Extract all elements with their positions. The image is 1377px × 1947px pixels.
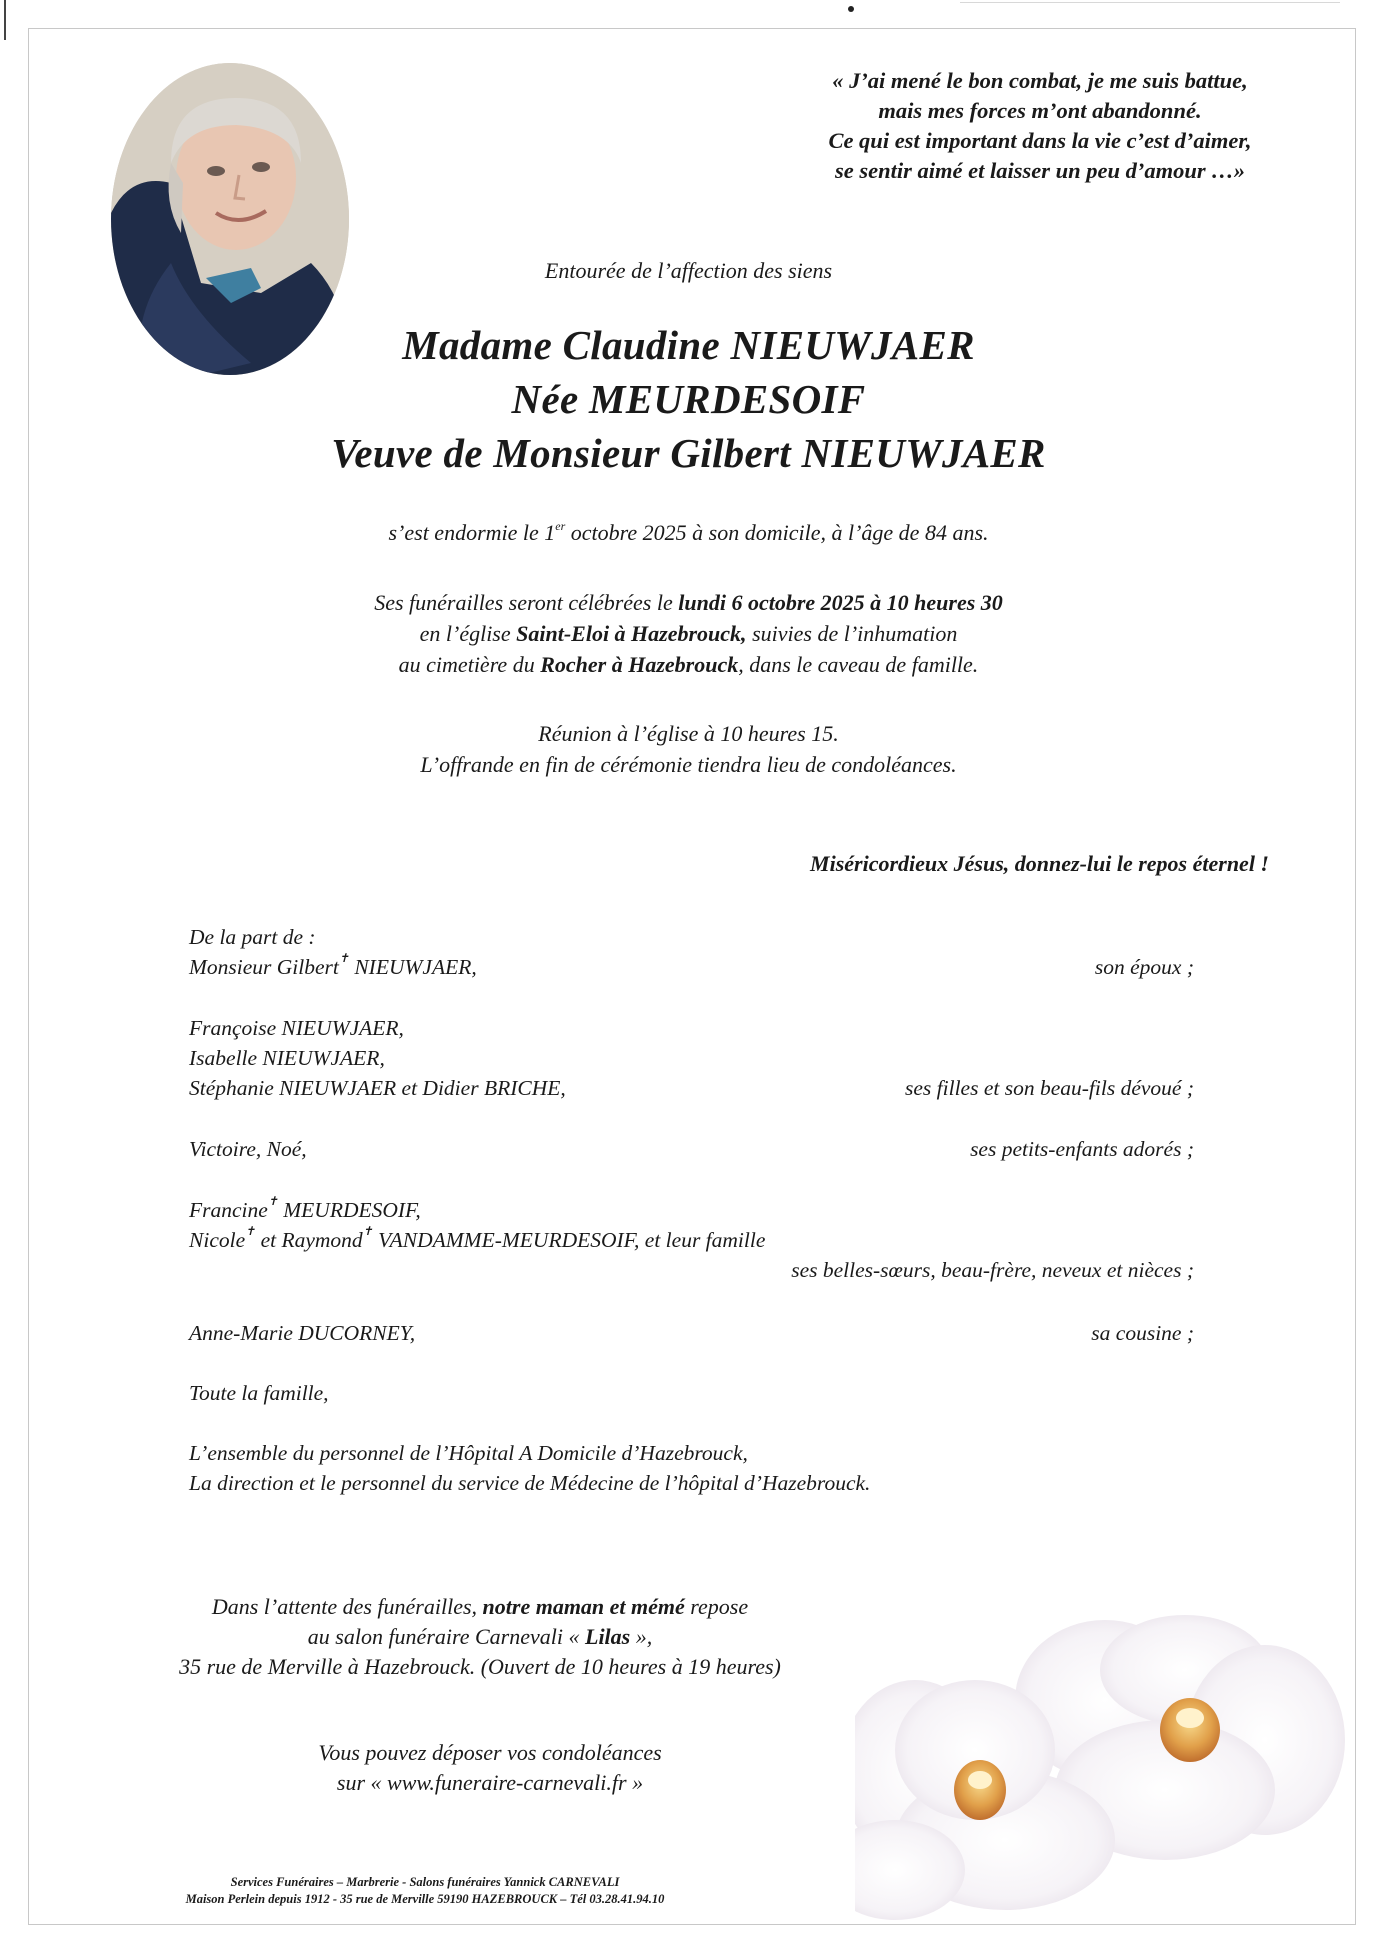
church-name: Saint-Eloi à Hazebrouck, xyxy=(516,621,747,646)
family-name: Victoire, Noé, xyxy=(189,1137,307,1161)
family-row xyxy=(189,1225,1194,1255)
prayer: Miséricordieux Jésus, donnez-lui le repos éternel ! xyxy=(810,851,1269,876)
family-name: NIEUWJAER, xyxy=(348,955,477,979)
quote-line: « J’ai mené le bon combat, je me suis battue, xyxy=(832,68,1248,93)
footer-company: Services Funéraires – Marbrerie - Salons funéraires Yannick CARNEVALI xyxy=(230,1875,620,1889)
family-group-cousin xyxy=(189,1318,1194,1348)
family-relation: ses belles-sœurs, beau-frère, neveux et nièces ; xyxy=(791,1258,1194,1282)
cross-icon: ✝ xyxy=(267,1194,278,1208)
offering-line: L’offrande en fin de cérémonie tiendra lieu de condoléances. xyxy=(420,752,957,777)
family-row xyxy=(189,952,1194,982)
family-name: L’ensemble du personnel de l’Hôpital A Domicile d’Hazebrouck, xyxy=(189,1441,748,1465)
death-notice xyxy=(0,520,1377,546)
epigraph-quote xyxy=(720,66,1360,186)
maiden-name: Née MEURDESOIF xyxy=(511,376,866,422)
deceased-name: Madame Claudine NIEUWJAER xyxy=(402,322,975,368)
funeral-line xyxy=(0,649,1377,680)
cemetery-name: Rocher à Hazebrouck xyxy=(540,652,739,677)
family-row xyxy=(189,1134,1194,1164)
repose-text: au salon funéraire Carnevali « xyxy=(307,1624,585,1649)
family-name: Stéphanie NIEUWJAER et Didier BRICHE, xyxy=(189,1076,566,1100)
deceased-name-block xyxy=(0,318,1377,480)
family-name: La direction et le personnel du service de Médecine de l’hôpital d’Hazebrouck. xyxy=(189,1471,871,1495)
family-name: Toute la famille, xyxy=(189,1381,329,1405)
scan-dot-mark xyxy=(848,6,854,12)
funeral-text: , dans le caveau de famille. xyxy=(738,652,979,677)
family-name: Isabelle NIEUWJAER, xyxy=(189,1046,385,1070)
family-name: MEURDESOIF, xyxy=(277,1198,421,1222)
family-relation: sa cousine ; xyxy=(1091,1321,1194,1345)
family-group-daughters xyxy=(189,1013,1194,1103)
quote-line: mais mes forces m’ont abandonné. xyxy=(878,98,1202,123)
reunion-line: Réunion à l’église à 10 heures 15. xyxy=(538,721,839,746)
death-text-rest: octobre 2025 à son domicile, à l’âge de 84 ans. xyxy=(565,520,989,545)
family-row xyxy=(189,1073,1194,1103)
repose-address: 35 rue de Merville à Hazebrouck. (Ouvert de 10 heures à 19 heures) xyxy=(179,1654,781,1679)
repose-line xyxy=(105,1592,855,1622)
family-name: Françoise NIEUWJAER, xyxy=(189,1016,404,1040)
family-group-inlaws xyxy=(189,1195,1194,1285)
funeral-line xyxy=(0,587,1377,618)
repose-text: », xyxy=(630,1624,653,1649)
funeral-text: Ses funérailles seront célébrées le xyxy=(374,590,679,615)
family-group-spouse xyxy=(189,922,1194,982)
funeral-line xyxy=(0,618,1377,649)
scan-line xyxy=(960,2,1340,3)
family-name: Nicole xyxy=(189,1228,246,1252)
family-group-hospital xyxy=(189,1438,1194,1498)
family-name: Anne-Marie DUCORNEY, xyxy=(189,1321,416,1345)
repose-text: repose xyxy=(684,1594,749,1619)
orchid-flowers-image xyxy=(855,1600,1350,1922)
reunion-info xyxy=(0,718,1377,780)
quote-line: Ce qui est important dans la vie c’est d’aimer, xyxy=(828,128,1252,153)
funeral-date: lundi 6 octobre 2025 à 10 heures 30 xyxy=(678,590,1003,615)
family-name: et Raymond xyxy=(255,1228,363,1252)
repose-info xyxy=(105,1592,855,1682)
family-relation: ses petits-enfants adorés ; xyxy=(970,1137,1194,1161)
funeral-home-footer xyxy=(95,1874,755,1908)
footer-address: Maison Perlein depuis 1912 - 35 rue de Merville 59190 HAZEBROUCK – Tél 03.28.41.94.10 xyxy=(185,1892,665,1906)
cross-icon: ✝ xyxy=(338,951,349,965)
scan-edge-mark xyxy=(4,0,6,40)
family-header: De la part de : xyxy=(189,925,316,949)
family-relation: son époux ; xyxy=(1094,955,1194,979)
family-name: Francine xyxy=(189,1198,268,1222)
salon-name: Lilas xyxy=(585,1624,631,1649)
condolences-info xyxy=(230,1738,750,1798)
widow-of: Veuve de Monsieur Gilbert NIEUWJAER xyxy=(331,430,1046,476)
quote-line: se sentir aimé et laisser un peu d’amour …» xyxy=(834,158,1246,183)
repose-line xyxy=(105,1622,855,1652)
funeral-text: au cimetière du xyxy=(398,652,541,677)
funeral-text: suivies de l’inhumation xyxy=(746,621,958,646)
family-row xyxy=(189,1318,1194,1348)
family-relation: ses filles et son beau-fils dévoué ; xyxy=(905,1076,1194,1100)
repose-emphasis: notre maman et mémé xyxy=(482,1594,685,1619)
ordinal-suffix: er xyxy=(555,519,566,533)
cross-icon: ✝ xyxy=(245,1224,256,1238)
condolences-website: sur « www.funeraire-carnevali.fr » xyxy=(336,1770,644,1795)
family-group-all xyxy=(189,1378,1194,1408)
cross-icon: ✝ xyxy=(362,1224,373,1238)
repose-text: Dans l’attente des funérailles, xyxy=(211,1594,483,1619)
funeral-details xyxy=(0,587,1377,680)
family-name: Monsieur Gilbert xyxy=(189,955,339,979)
family-group-grandchildren xyxy=(189,1134,1194,1164)
family-row xyxy=(189,1195,1194,1225)
family-row xyxy=(189,1255,1194,1285)
condolences-line: Vous pouvez déposer vos condoléances xyxy=(318,1740,662,1765)
funeral-text: en l’église xyxy=(419,621,517,646)
family-name: VANDAMME-MEURDESOIF, et leur famille xyxy=(372,1228,766,1252)
death-text: s’est endormie le 1 xyxy=(388,520,556,545)
intro-text: Entourée de l’affection des siens xyxy=(544,258,833,283)
